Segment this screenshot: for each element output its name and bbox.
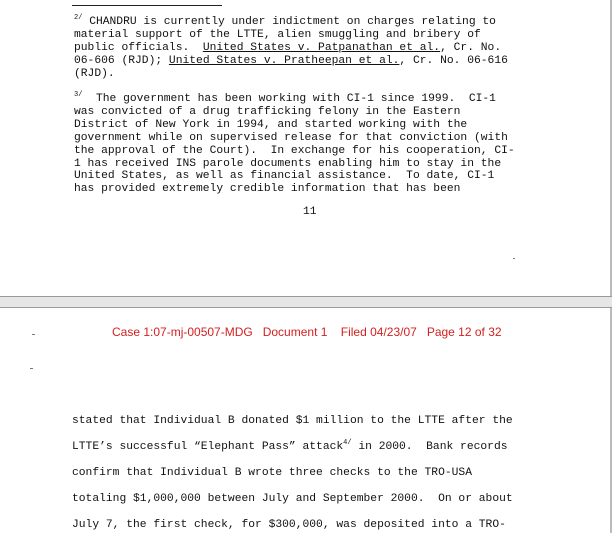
body-line-1: stated that Individual B donated $1 million to the LTTE after the [72, 415, 513, 427]
body-line-2-start: LTTE’s successful “Elephant Pass” attack [72, 440, 344, 453]
case-citation-pratheepan: United States v. Pratheepan et al. [168, 54, 400, 67]
footnote-2-line-1: CHANDRU is currently under indictment on charges relating to [89, 16, 496, 28]
footnote-separator-rule [72, 5, 222, 6]
scan-artifact-mark [30, 368, 33, 369]
footnote-3-line-5: the approval of the Court). In exchange for his cooperation, CI- [74, 144, 515, 157]
footnote-2-line-5: (RJD). [74, 67, 115, 80]
case-citation-patpanathan: United States v. Patpanathan et al. [202, 41, 441, 54]
footnote-2-line-3-end: , Cr. No. [440, 41, 502, 54]
page-break-divider [0, 296, 612, 308]
footnote-3-line-7: United States, as well as financial assistance. To date, CI-1 [74, 170, 495, 183]
footnote-2-line-2: material support of the LTTE, alien smuggling and bribery of [74, 28, 481, 41]
body-line-3: confirm that Individual B wrote three checks to the TRO-USA [72, 466, 472, 479]
body-line-4: totaling $1,000,000 between July and September 2000. On or about [72, 492, 513, 505]
body-line-2-end: in 2000. Bank records [351, 440, 508, 453]
page-number: 11 [303, 206, 317, 218]
footnote-3-line-6: 1 has received INS parole documents enabling him to stay in the [74, 157, 502, 170]
footnote-3-line-1: The government has been working with CI-1 since 1999. CI-1 [82, 93, 496, 105]
scan-artifact-mark [32, 334, 35, 335]
court-filing-header: Case 1:07-mj-00507-MDG Document 1 Filed 04/23/07 Page 12 of 32 [112, 325, 502, 339]
footnote-3-line-8: has provided extremely credible information that has been [74, 183, 461, 196]
footnote-2-line-4-start: 06-606 (RJD); [74, 54, 169, 67]
footnote-2-line-4-end: , Cr. No. 06-616 [399, 54, 508, 67]
footnote-3-line-2: was convicted of a drug trafficking felony in the Eastern [74, 105, 461, 118]
footnote-3-line-4: government while on supervised release for that conviction (with [74, 131, 508, 144]
footnote-4-reference: 4/ [343, 439, 352, 448]
footnote-2 [74, 16, 554, 81]
footnote-2-line-3-start: public officials. [74, 41, 203, 54]
scan-artifact-mark [513, 258, 515, 259]
footnote-3 [74, 93, 554, 196]
body-line-5: July 7, the first check, for $300,000, was deposited into a TRO- [72, 518, 506, 531]
footnote-3-marker: 3/ [74, 91, 83, 100]
footnote-2-marker: 2/ [74, 14, 83, 23]
footnote-3-line-3: District of New York in 1994, and started working with the [74, 118, 468, 131]
document-body-text [72, 409, 552, 539]
